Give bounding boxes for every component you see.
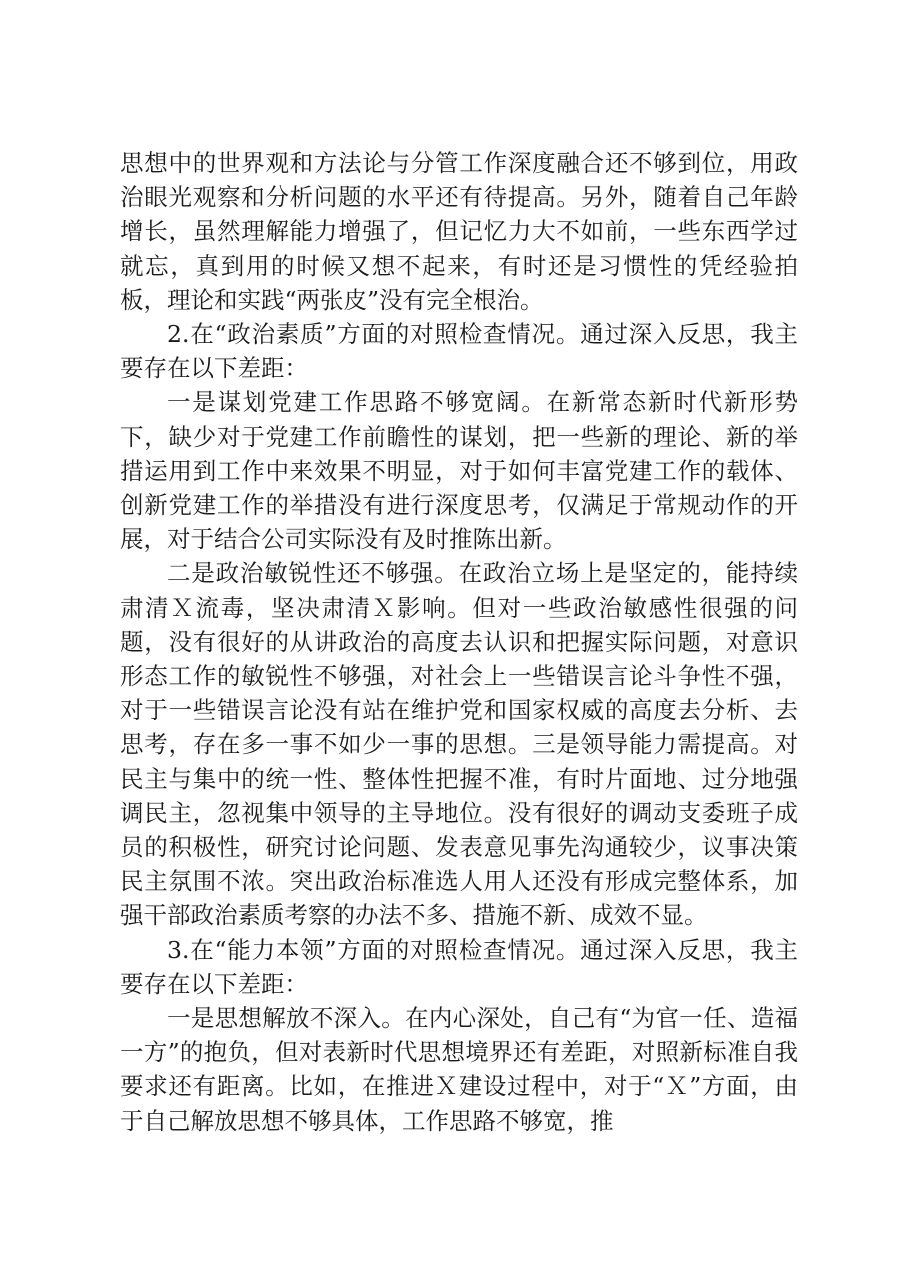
paragraph-party-building: 一是谋划党建工作思路不够宽阔。在新常态新时代新形势下，缺少对于党建工作前瞻性的谋划，把一些新的理论、新的举措运用到工作中来效果不明显，对于如何丰富党建工作的载体、创新党建工作的举措没有进行深度思考，仅满足于常规动作的开展，对于结合公司实际没有及时推陈出新。 bbox=[120, 388, 798, 554]
paragraph-section-3-heading: 3.在“能力本领”方面的对照检查情况。通过深入反思，我主要存在以下差距： bbox=[120, 935, 798, 998]
paragraph-emancipation: 一是思想解放不深入。在内心深处，自己有“为官一任、造福一方”的抱负，但对表新时代思想境界还有差距，对照新标准自我要求还有距离。比如，在推进Ｘ建设过程中，对于“Ｘ”方面，由于自己解放思想不够具体，工作思路不够宽，推 bbox=[120, 1004, 798, 1135]
document-body bbox=[120, 146, 798, 1138]
paragraph-section-2-heading: 2.在“政治素质”方面的对照检查情况。通过深入反思，我主要存在以下差距： bbox=[120, 320, 798, 383]
paragraph-continuation: 思想中的世界观和方法论与分管工作深度融合还不够到位，用政治眼光观察和分析问题的水平还有待提高。另外，随着自己年龄增长，虽然理解能力增强了，但记忆力大不如前，一些东西学过就忘，真到用的时候又想不起来，有时还是习惯性的凭经验拍板，理论和实践“两张皮”没有完全根治。 bbox=[120, 149, 798, 314]
paragraph-political-sensitivity: 二是政治敏锐性还不够强。在政治立场上是坚定的，能持续肃清Ｘ流毒，坚决肃清Ｘ影响。但对一些政治敏感性很强的问题，没有很好的从讲政治的高度去认识和把握实际问题，对意识形态工作的敏锐性不够强，对社会上一些错误言论斗争性不强，对于一些错误言论没有站在维护党和国家权威的高度去分析、去思考，存在多一事不如少一事的思想。三是领导能力需提高。对民主与集中的统一性、整体性把握不准，有时片面地、过分地强调民主，忽视集中领导的主导地位。没有很好的调动支委班子成员的积极性，研究讨论问题、发表意见事先沟通较少，议事决策民主氛围不浓。突出政治标准选人用人还没有形成完整体系，加强干部政治素质考察的办法不多、措施不新、成效不显。 bbox=[120, 559, 798, 930]
